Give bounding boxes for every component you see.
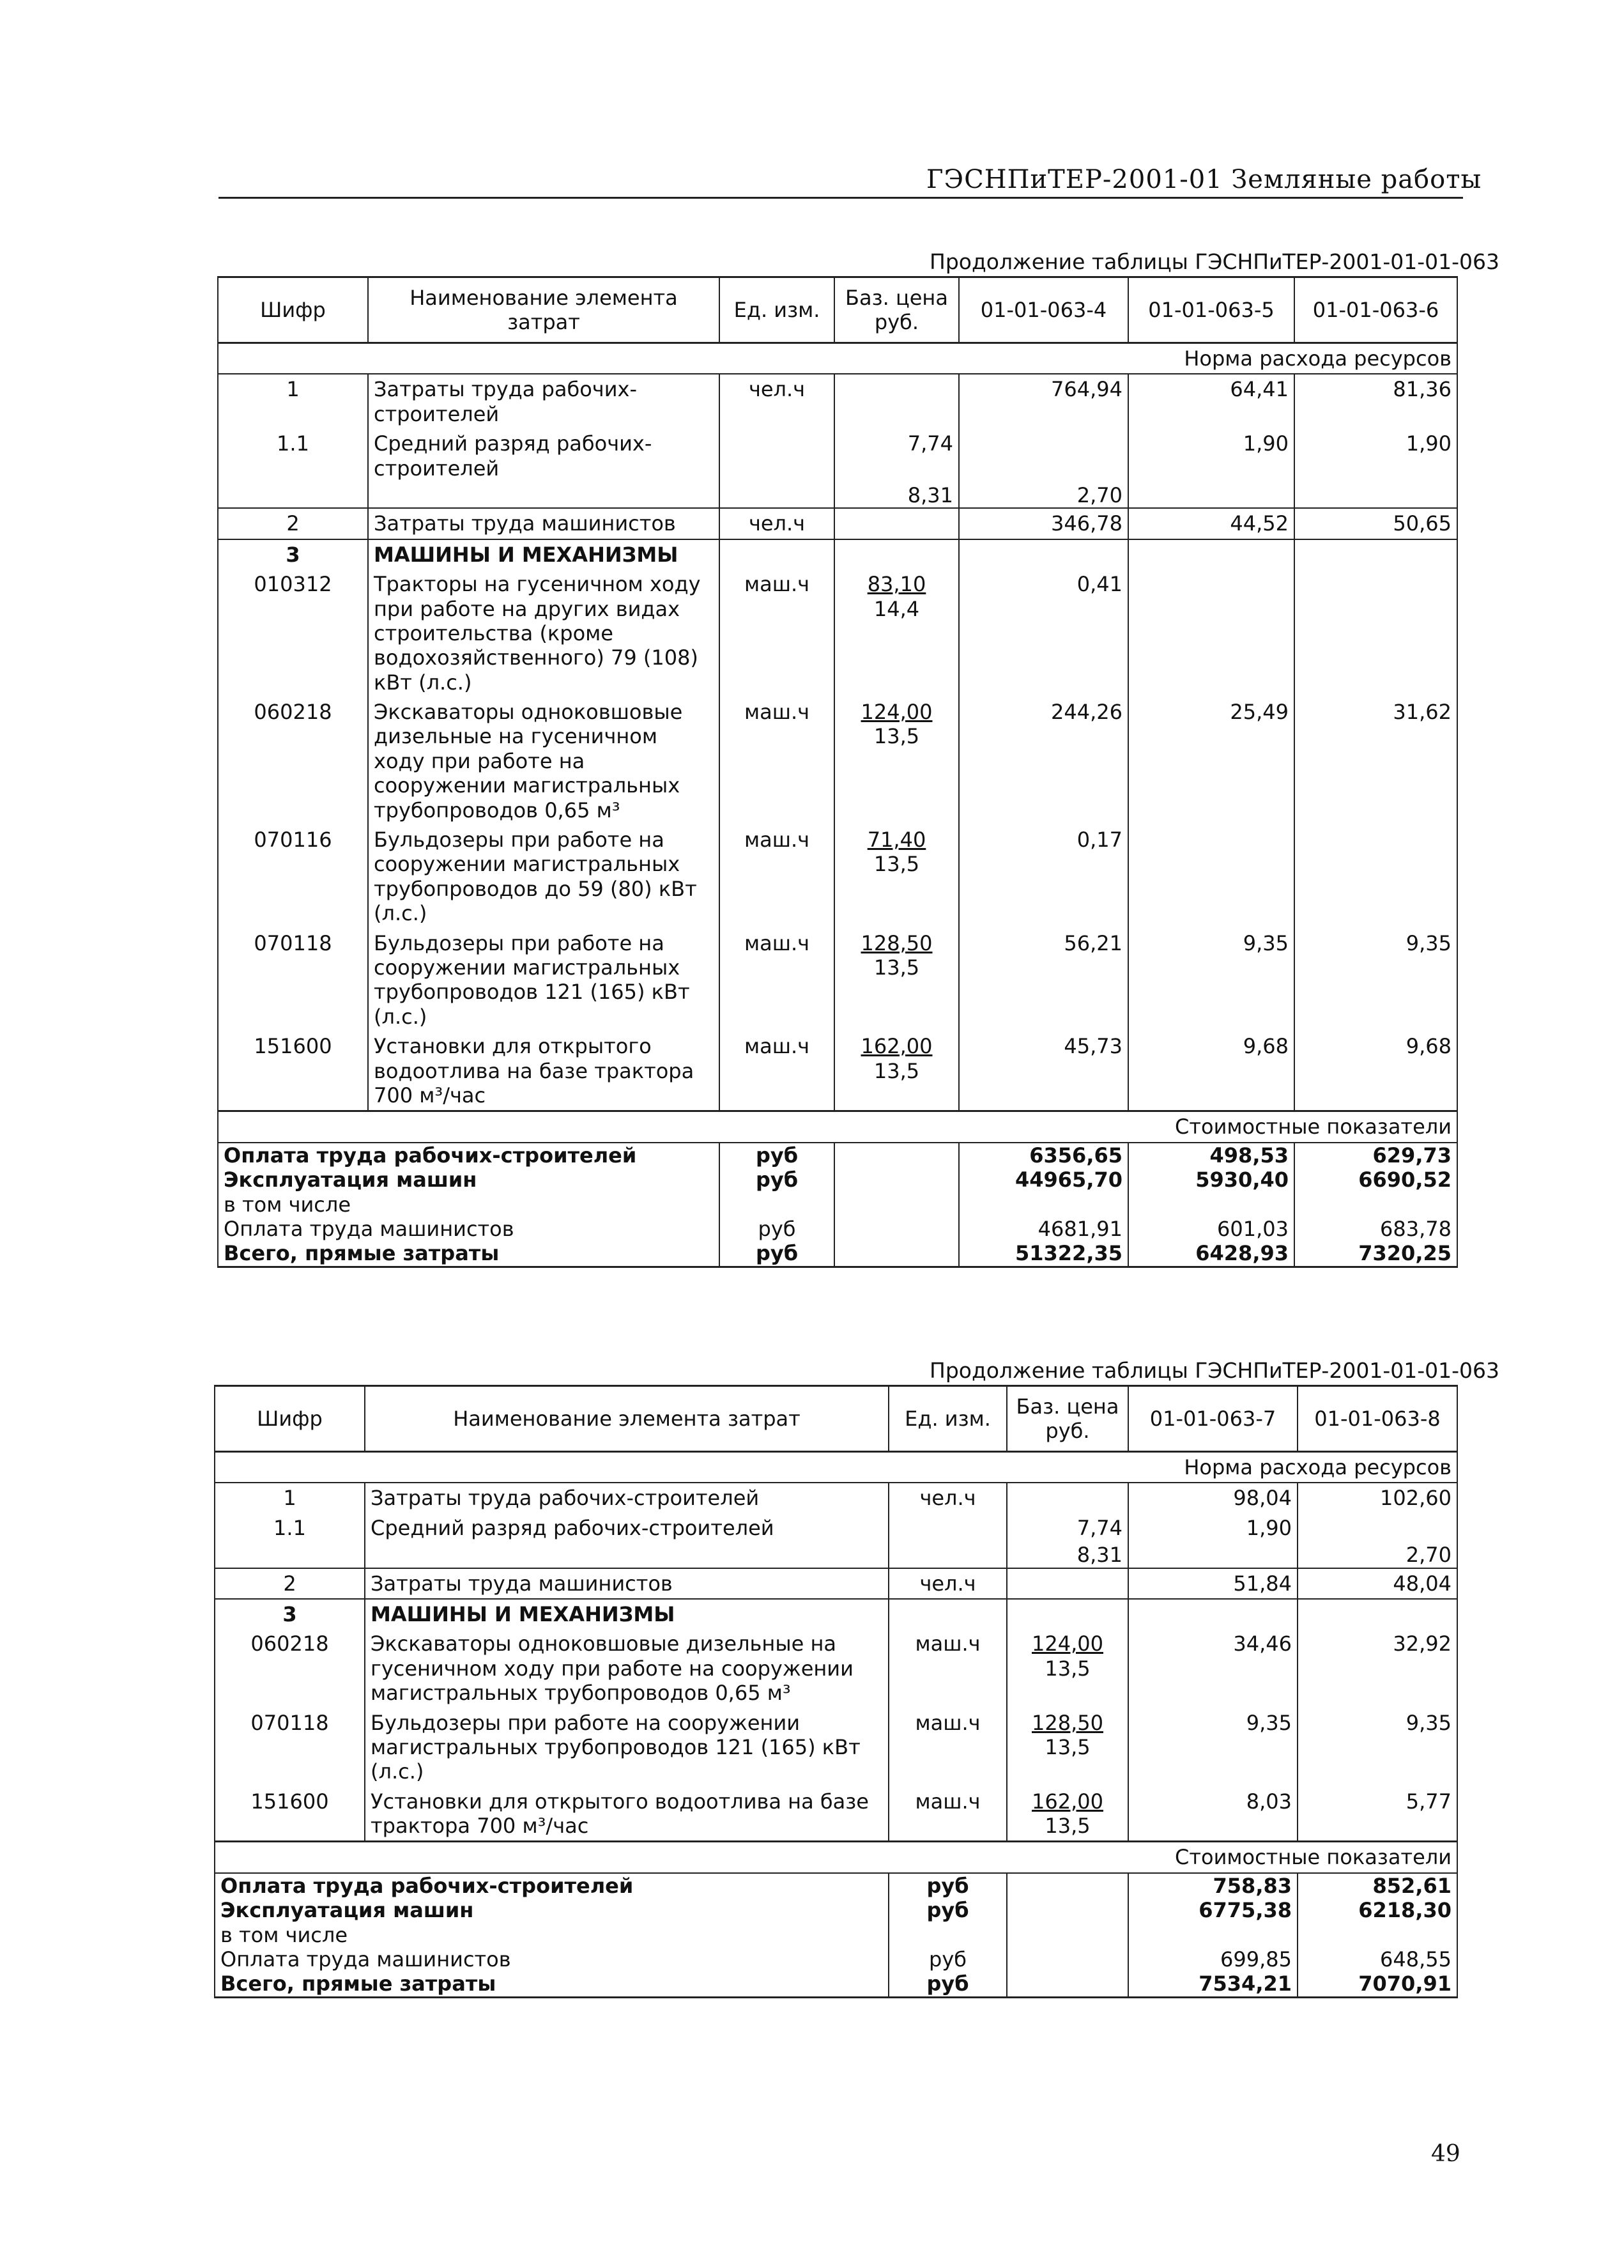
cost-row [215,1947,1457,1971]
row-value: 346,78 [959,508,1128,539]
row-price-coef: 13,5 [1045,1734,1091,1759]
row-code: 060218 [218,697,368,825]
table1-caption: Продолжение таблицы ГЭСНПиТЕР-2001-01-01-063 [930,249,1500,274]
cost-value: 6690,52 [1294,1168,1457,1192]
table-row [218,483,1457,508]
cost-value: 51322,35 [959,1241,1128,1267]
row-price-coef: 13,5 [873,955,920,980]
table-row [215,1629,1457,1708]
row-unit: маш.ч [719,1031,834,1111]
cost-label: Стоимостные показатели [218,1111,1457,1143]
row-code: 1 [215,1483,365,1513]
row-value: 8,03 [1128,1787,1298,1842]
row-unit: маш.ч [719,929,834,1032]
cost-value: 852,61 [1298,1873,1457,1898]
row-name: Средний разряд рабочих-строителей [368,429,719,483]
row-price: 128,50 [861,930,933,955]
table-row [218,429,1457,483]
row-unit: маш.ч [719,825,834,929]
cost-row [215,1971,1457,1997]
row-value: 48,04 [1298,1568,1457,1599]
cost-value: 648,55 [1298,1947,1457,1971]
row-unit: чел.ч [889,1483,1007,1513]
cost-row [215,1923,1457,1947]
header-name: Наименование элемента затрат [368,277,719,343]
row-value: 1,90 [1128,1513,1298,1543]
row-price-coef: 14,4 [873,596,920,621]
row-value [1128,483,1294,508]
cost-value: 758,83 [1128,1873,1298,1898]
row-price: 124,00 [861,700,933,725]
row-code: 070116 [218,825,368,929]
row-value: 31,62 [1294,697,1457,825]
table-row [215,1543,1457,1568]
row-unit: маш.ч [889,1629,1007,1708]
row-code [218,483,368,508]
row-name: Затраты труда машинистов [365,1568,889,1599]
cost-name: Эксплуатация машин [215,1898,889,1922]
row-value: 32,92 [1298,1629,1457,1708]
row-value: 44,52 [1128,508,1294,539]
cost-name: Всего, прямые затраты [215,1971,889,1997]
row-price: 162,00 [1032,1789,1103,1814]
header-col-2: 01-01-063-5 [1128,277,1294,343]
header-rule [218,197,1463,199]
row-code: 1.1 [215,1513,365,1543]
row-name: Бульдозеры при работе на сооружении магистральных трубопроводов 121 (165) кВт (л.с.) [365,1708,889,1787]
row-price: 128,50 [1032,1710,1103,1735]
section-row [218,539,1457,569]
row-value [959,429,1128,483]
cost-unit: руб [719,1168,834,1192]
row-code: 070118 [215,1708,365,1787]
row-code: 070118 [218,929,368,1032]
header-code: Шифр [215,1386,365,1452]
table-row [218,697,1457,825]
cost-unit: руб [889,1971,1007,1997]
header-col-2: 01-01-063-8 [1298,1386,1457,1452]
row-value: 9,35 [1128,929,1294,1032]
table2 [214,1385,1458,1998]
cost-name: Оплата труда машинистов [215,1947,889,1971]
row-unit: маш.ч [889,1708,1007,1787]
row-name: Затраты труда рабочих-строителей [368,374,719,429]
cost-unit: руб [889,1947,1007,1971]
row-unit: маш.ч [719,569,834,697]
row-value [1298,1513,1457,1543]
cost-value: 629,73 [1294,1143,1457,1168]
row-name: Средний разряд рабочих-строителей [365,1513,889,1543]
table-row [215,1483,1457,1513]
cost-value: 5930,40 [1128,1168,1294,1192]
cost-name: в том числе [215,1923,889,1947]
cost-row [215,1873,1457,1898]
row-name: Бульдозеры при работе на сооружении магистральных трубопроводов до 59 (80) кВт (л.с.) [368,825,719,929]
row-price: 7,74 [834,429,959,483]
row-price: 8,31 [1007,1543,1128,1568]
header-unit: Ед. изм. [889,1386,1007,1452]
cost-value: 7070,91 [1298,1971,1457,1997]
norm-label: Норма расхода ресурсов [218,343,1457,374]
cost-value: 6356,65 [959,1143,1128,1168]
table-row [218,508,1457,539]
section-code: 3 [215,1599,365,1629]
row-value: 50,65 [1294,508,1457,539]
cost-row [218,1192,1457,1217]
cost-row [218,1143,1457,1168]
row-name: Экскаваторы одноковшовые дизельные на гусеничном ходу при работе на сооружении магистральных трубопроводов 0,65 м³ [365,1629,889,1708]
row-value [1294,825,1457,929]
table-row [218,825,1457,929]
cost-unit: руб [719,1217,834,1241]
cost-value: 6775,38 [1128,1898,1298,1922]
row-code: 1 [218,374,368,429]
row-value: 56,21 [959,929,1128,1032]
row-value: 9,35 [1294,929,1457,1032]
row-value: 2,70 [959,483,1128,508]
section-code: 3 [218,539,368,569]
cost-name: Всего, прямые затраты [218,1241,719,1267]
row-value: 81,36 [1294,374,1457,429]
row-value: 9,35 [1128,1708,1298,1787]
row-code: 010312 [218,569,368,697]
row-price [1007,1483,1128,1513]
table-row [218,569,1457,697]
row-unit [719,483,834,508]
row-value: 0,17 [959,825,1128,929]
row-code [215,1543,365,1568]
row-price: 7,74 [1007,1513,1128,1543]
cost-row [218,1217,1457,1241]
row-value: 2,70 [1298,1543,1457,1568]
cost-value: 498,53 [1128,1143,1294,1168]
row-price-coef: 13,5 [1045,1656,1091,1681]
row-price-coef: 13,5 [1045,1814,1091,1839]
cost-value: 44965,70 [959,1168,1128,1192]
header-col-3: 01-01-063-6 [1294,277,1457,343]
row-value: 9,68 [1294,1031,1457,1111]
row-code: 151600 [215,1787,365,1842]
row-value: 45,73 [959,1031,1128,1111]
row-code: 2 [215,1568,365,1599]
row-price: 124,00 [1032,1632,1103,1656]
cost-row [218,1168,1457,1192]
table1 [217,276,1458,1268]
cost-value: 601,03 [1128,1217,1294,1241]
row-name [368,483,719,508]
row-value: 244,26 [959,697,1128,825]
row-name: Бульдозеры при работе на сооружении магистральных трубопроводов 121 (165) кВт (л.с.) [368,929,719,1032]
table-row [215,1513,1457,1543]
cost-name: Оплата труда машинистов [218,1217,719,1241]
page-number: 49 [1431,2141,1460,2167]
header-price: Баз. цена руб. [834,277,959,343]
cost-unit: руб [889,1873,1007,1898]
row-value: 64,41 [1128,374,1294,429]
cost-value: 4681,91 [959,1217,1128,1241]
cost-name: Оплата труда рабочих-строителей [218,1143,719,1168]
cost-value: 7320,25 [1294,1241,1457,1267]
table-row [218,929,1457,1032]
row-value: 102,60 [1298,1483,1457,1513]
row-name: Установки для открытого водоотлива на базе трактора 700 м³/час [368,1031,719,1111]
table-row [215,1568,1457,1599]
row-name: Установки для открытого водоотлива на базе трактора 700 м³/час [365,1787,889,1842]
row-price: 71,40 [867,828,926,852]
row-value: 51,84 [1128,1568,1298,1599]
cost-label: Стоимостные показатели [215,1842,1457,1873]
header-col-1: 01-01-063-4 [959,277,1128,343]
cost-name: в том числе [218,1192,719,1217]
row-value: 1,90 [1128,429,1294,483]
row-value: 98,04 [1128,1483,1298,1513]
row-value [1128,1543,1298,1568]
row-value [1294,569,1457,697]
cost-unit: руб [889,1898,1007,1922]
row-code: 1.1 [218,429,368,483]
cost-name: Оплата труда рабочих-строителей [215,1873,889,1898]
row-value [1128,569,1294,697]
table-row [218,374,1457,429]
row-name: Затраты труда рабочих-строителей [365,1483,889,1513]
row-name: Экскаваторы одноковшовые дизельные на гусеничном ходу при работе на сооружении магистральных трубопроводов 0,65 м³ [368,697,719,825]
section-title: МАШИНЫ И МЕХАНИЗМЫ [368,539,719,569]
row-price-coef: 13,5 [873,1058,920,1083]
cost-unit: руб [719,1241,834,1267]
row-unit [889,1513,1007,1543]
row-price [834,374,959,429]
page-header: ГЭСНПиТЕР-2001-01 Земляные работы [926,165,1482,194]
cost-row [218,1241,1457,1267]
row-price: 83,10 [867,572,926,597]
row-value: 34,46 [1128,1629,1298,1708]
cost-unit: руб [719,1143,834,1168]
table-row [215,1787,1457,1842]
row-unit: маш.ч [889,1787,1007,1842]
row-name: Тракторы на гусеничном ходу при работе на других видах строительства (кроме водохозяйственного) 79 (108) кВт (л.с.) [368,569,719,697]
row-value: 5,77 [1298,1787,1457,1842]
row-code: 060218 [215,1629,365,1708]
row-value: 764,94 [959,374,1128,429]
row-value [1128,825,1294,929]
header-code: Шифр [218,277,368,343]
row-unit: маш.ч [719,697,834,825]
row-value [1294,483,1457,508]
cost-value: 6428,93 [1128,1241,1294,1267]
header-name: Наименование элемента затрат [365,1386,889,1452]
section-row [215,1599,1457,1629]
row-unit: чел.ч [719,508,834,539]
row-price: 8,31 [834,483,959,508]
header-unit: Ед. изм. [719,277,834,343]
table-row [218,1031,1457,1111]
row-name: Затраты труда машинистов [368,508,719,539]
row-unit: чел.ч [889,1568,1007,1599]
row-name [365,1543,889,1568]
row-unit: чел.ч [719,374,834,429]
cost-value: 699,85 [1128,1947,1298,1971]
cost-value: 7534,21 [1128,1971,1298,1997]
cost-row [215,1898,1457,1922]
row-code: 2 [218,508,368,539]
row-value: 0,41 [959,569,1128,697]
header-col-1: 01-01-063-7 [1128,1386,1298,1452]
header-price: Баз. цена руб. [1007,1386,1128,1452]
row-price-coef: 13,5 [873,724,920,749]
row-price-coef: 13,5 [873,852,920,877]
norm-label: Норма расхода ресурсов [215,1452,1457,1483]
row-unit [889,1543,1007,1568]
cost-value: 6218,30 [1298,1898,1457,1922]
row-price [1007,1568,1128,1599]
section-title: МАШИНЫ И МЕХАНИЗМЫ [365,1599,889,1629]
row-price [834,508,959,539]
row-price: 162,00 [861,1034,933,1059]
table2-caption: Продолжение таблицы ГЭСНПиТЕР-2001-01-01-063 [930,1358,1500,1383]
row-value: 1,90 [1294,429,1457,483]
table-row [215,1708,1457,1787]
row-value: 9,35 [1298,1708,1457,1787]
row-code: 151600 [218,1031,368,1111]
row-value: 9,68 [1128,1031,1294,1111]
row-unit [719,429,834,483]
row-value: 25,49 [1128,697,1294,825]
cost-value: 683,78 [1294,1217,1457,1241]
cost-name: Эксплуатация машин [218,1168,719,1192]
